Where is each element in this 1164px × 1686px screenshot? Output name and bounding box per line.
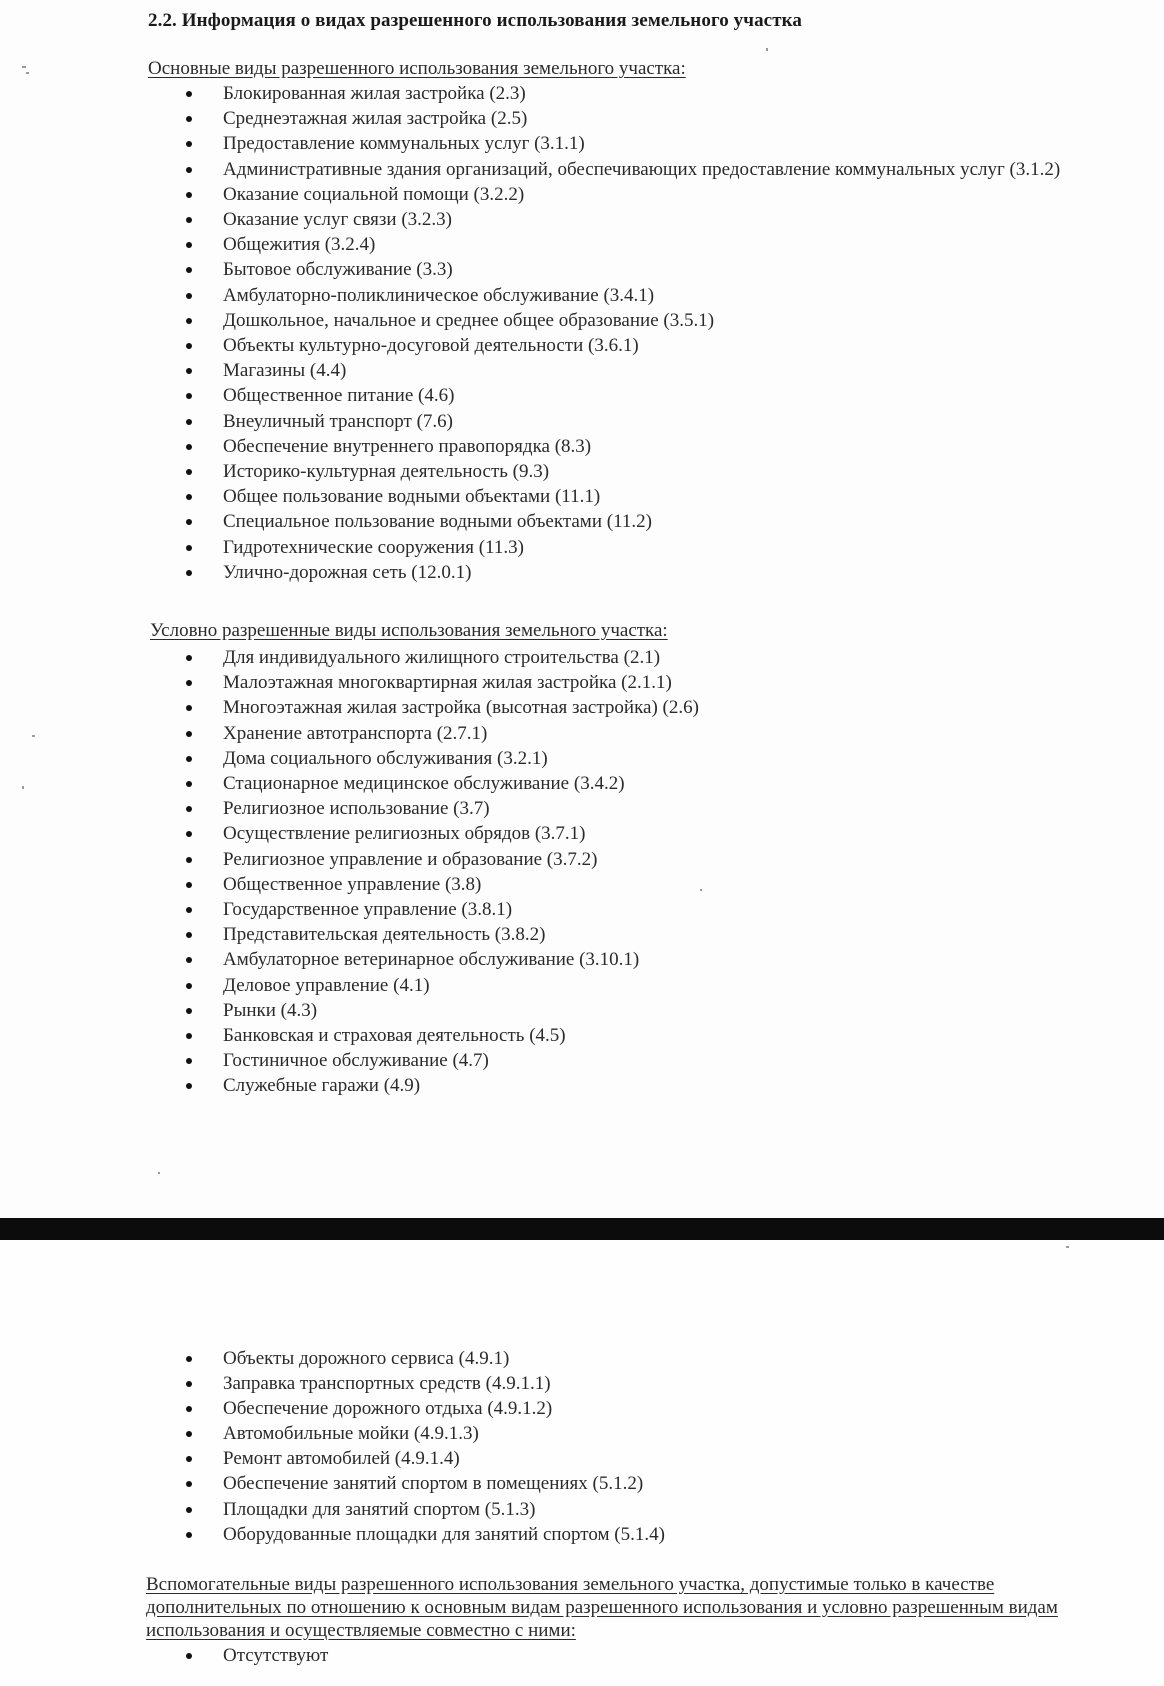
list-item: Улично-дорожная сеть (12.0.1) bbox=[186, 560, 1086, 585]
auxiliary-uses-label: Вспомогательные виды разрешенного использования земельного участка, допустимые только в качестве дополнительных по отношению к основным видам разрешенного использования и условно разрешенным видам использования и осуществляемые совместно с ними: bbox=[146, 1574, 1058, 1641]
section-heading: 2.2. Информация о видах разрешенного использования земельного участка bbox=[148, 10, 802, 31]
conditional-uses-list bbox=[186, 645, 1086, 1099]
list-item: Ремонт автомобилей (4.9.1.4) bbox=[186, 1446, 1086, 1471]
list-item: Дошкольное, начальное и среднее общее образование (3.5.1) bbox=[186, 308, 1086, 333]
conditional-uses-continued-list bbox=[186, 1346, 1086, 1547]
list-item: Оказание услуг связи (3.2.3) bbox=[186, 207, 1086, 232]
list-item: Амбулаторное ветеринарное обслуживание (3.10.1) bbox=[186, 947, 1086, 972]
list-item: Государственное управление (3.8.1) bbox=[186, 897, 1086, 922]
list-item: Оборудованные площадки для занятий спортом (5.1.4) bbox=[186, 1522, 1086, 1547]
scan-speck bbox=[766, 48, 768, 51]
conditional-uses-label: Условно разрешенные виды использования земельного участка: bbox=[150, 620, 668, 641]
list-item: Предоставление коммунальных услуг (3.1.1) bbox=[186, 131, 1086, 156]
list-item: Обеспечение дорожного отдыха (4.9.1.2) bbox=[186, 1396, 1086, 1421]
scan-speck bbox=[158, 1172, 160, 1174]
scan-speck bbox=[1066, 1246, 1069, 1248]
page-separator bbox=[0, 1218, 1164, 1240]
list-item: Блокированная жилая застройка (2.3) bbox=[186, 81, 1086, 106]
main-uses-list bbox=[186, 81, 1086, 585]
list-item: Религиозное управление и образование (3.7.2) bbox=[186, 847, 1086, 872]
list-item: Гостиничное обслуживание (4.7) bbox=[186, 1048, 1086, 1073]
scan-speck bbox=[32, 735, 35, 737]
list-item: Хранение автотранспорта (2.7.1) bbox=[186, 721, 1086, 746]
list-item: Осуществление религиозных обрядов (3.7.1) bbox=[186, 821, 1086, 846]
list-item: Внеуличный транспорт (7.6) bbox=[186, 409, 1086, 434]
list-item: Объекты дорожного сервиса (4.9.1) bbox=[186, 1346, 1086, 1371]
list-item: Объекты культурно-досуговой деятельности (3.6.1) bbox=[186, 333, 1086, 358]
list-item: Обеспечение внутреннего правопорядка (8.3) bbox=[186, 434, 1086, 459]
list-item: Деловое управление (4.1) bbox=[186, 973, 1086, 998]
list-item: Многоэтажная жилая застройка (высотная застройка) (2.6) bbox=[186, 695, 1086, 720]
list-item: Обеспечение занятий спортом в помещениях (5.1.2) bbox=[186, 1471, 1086, 1496]
list-item: Общежития (3.2.4) bbox=[186, 232, 1086, 257]
list-item: Площадки для занятий спортом (5.1.3) bbox=[186, 1497, 1086, 1522]
scan-speck bbox=[700, 889, 702, 891]
list-item: Амбулаторно-поликлиническое обслуживание (3.4.1) bbox=[186, 283, 1086, 308]
list-item: Заправка транспортных средств (4.9.1.1) bbox=[186, 1371, 1086, 1396]
list-item: Служебные гаражи (4.9) bbox=[186, 1073, 1086, 1098]
list-item: Среднеэтажная жилая застройка (2.5) bbox=[186, 106, 1086, 131]
list-item: Магазины (4.4) bbox=[186, 358, 1086, 383]
list-item: Автомобильные мойки (4.9.1.3) bbox=[186, 1421, 1086, 1446]
main-uses-label: Основные виды разрешенного использования земельного участка: bbox=[148, 58, 686, 79]
scan-speck bbox=[26, 72, 29, 74]
list-item: Стационарное медицинское обслуживание (3.4.2) bbox=[186, 771, 1086, 796]
list-item: Гидротехнические сооружения (11.3) bbox=[186, 535, 1086, 560]
list-item: Банковская и страховая деятельность (4.5) bbox=[186, 1023, 1086, 1048]
list-item: Представительская деятельность (3.8.2) bbox=[186, 922, 1086, 947]
list-item: Специальное пользование водными объектами (11.2) bbox=[186, 509, 1086, 534]
list-item: Историко-культурная деятельность (9.3) bbox=[186, 459, 1086, 484]
scan-speck bbox=[22, 66, 26, 68]
scan-speck bbox=[22, 786, 24, 789]
list-item: Дома социального обслуживания (3.2.1) bbox=[186, 746, 1086, 771]
list-item: Административные здания организаций, обеспечивающих предоставление коммунальных услуг (3.1.2) bbox=[186, 157, 1086, 182]
auxiliary-uses-list bbox=[186, 1643, 1086, 1668]
list-item: Малоэтажная многоквартирная жилая застройка (2.1.1) bbox=[186, 670, 1086, 695]
list-item: Рынки (4.3) bbox=[186, 998, 1086, 1023]
list-item: Для индивидуального жилищного строительства (2.1) bbox=[186, 645, 1086, 670]
list-item: Отсутствуют bbox=[186, 1643, 1086, 1668]
list-item: Общественное управление (3.8) bbox=[186, 872, 1086, 897]
list-item: Оказание социальной помощи (3.2.2) bbox=[186, 182, 1086, 207]
list-item: Общественное питание (4.6) bbox=[186, 383, 1086, 408]
list-item: Религиозное использование (3.7) bbox=[186, 796, 1086, 821]
list-item: Бытовое обслуживание (3.3) bbox=[186, 257, 1086, 282]
list-item: Общее пользование водными объектами (11.1) bbox=[186, 484, 1086, 509]
